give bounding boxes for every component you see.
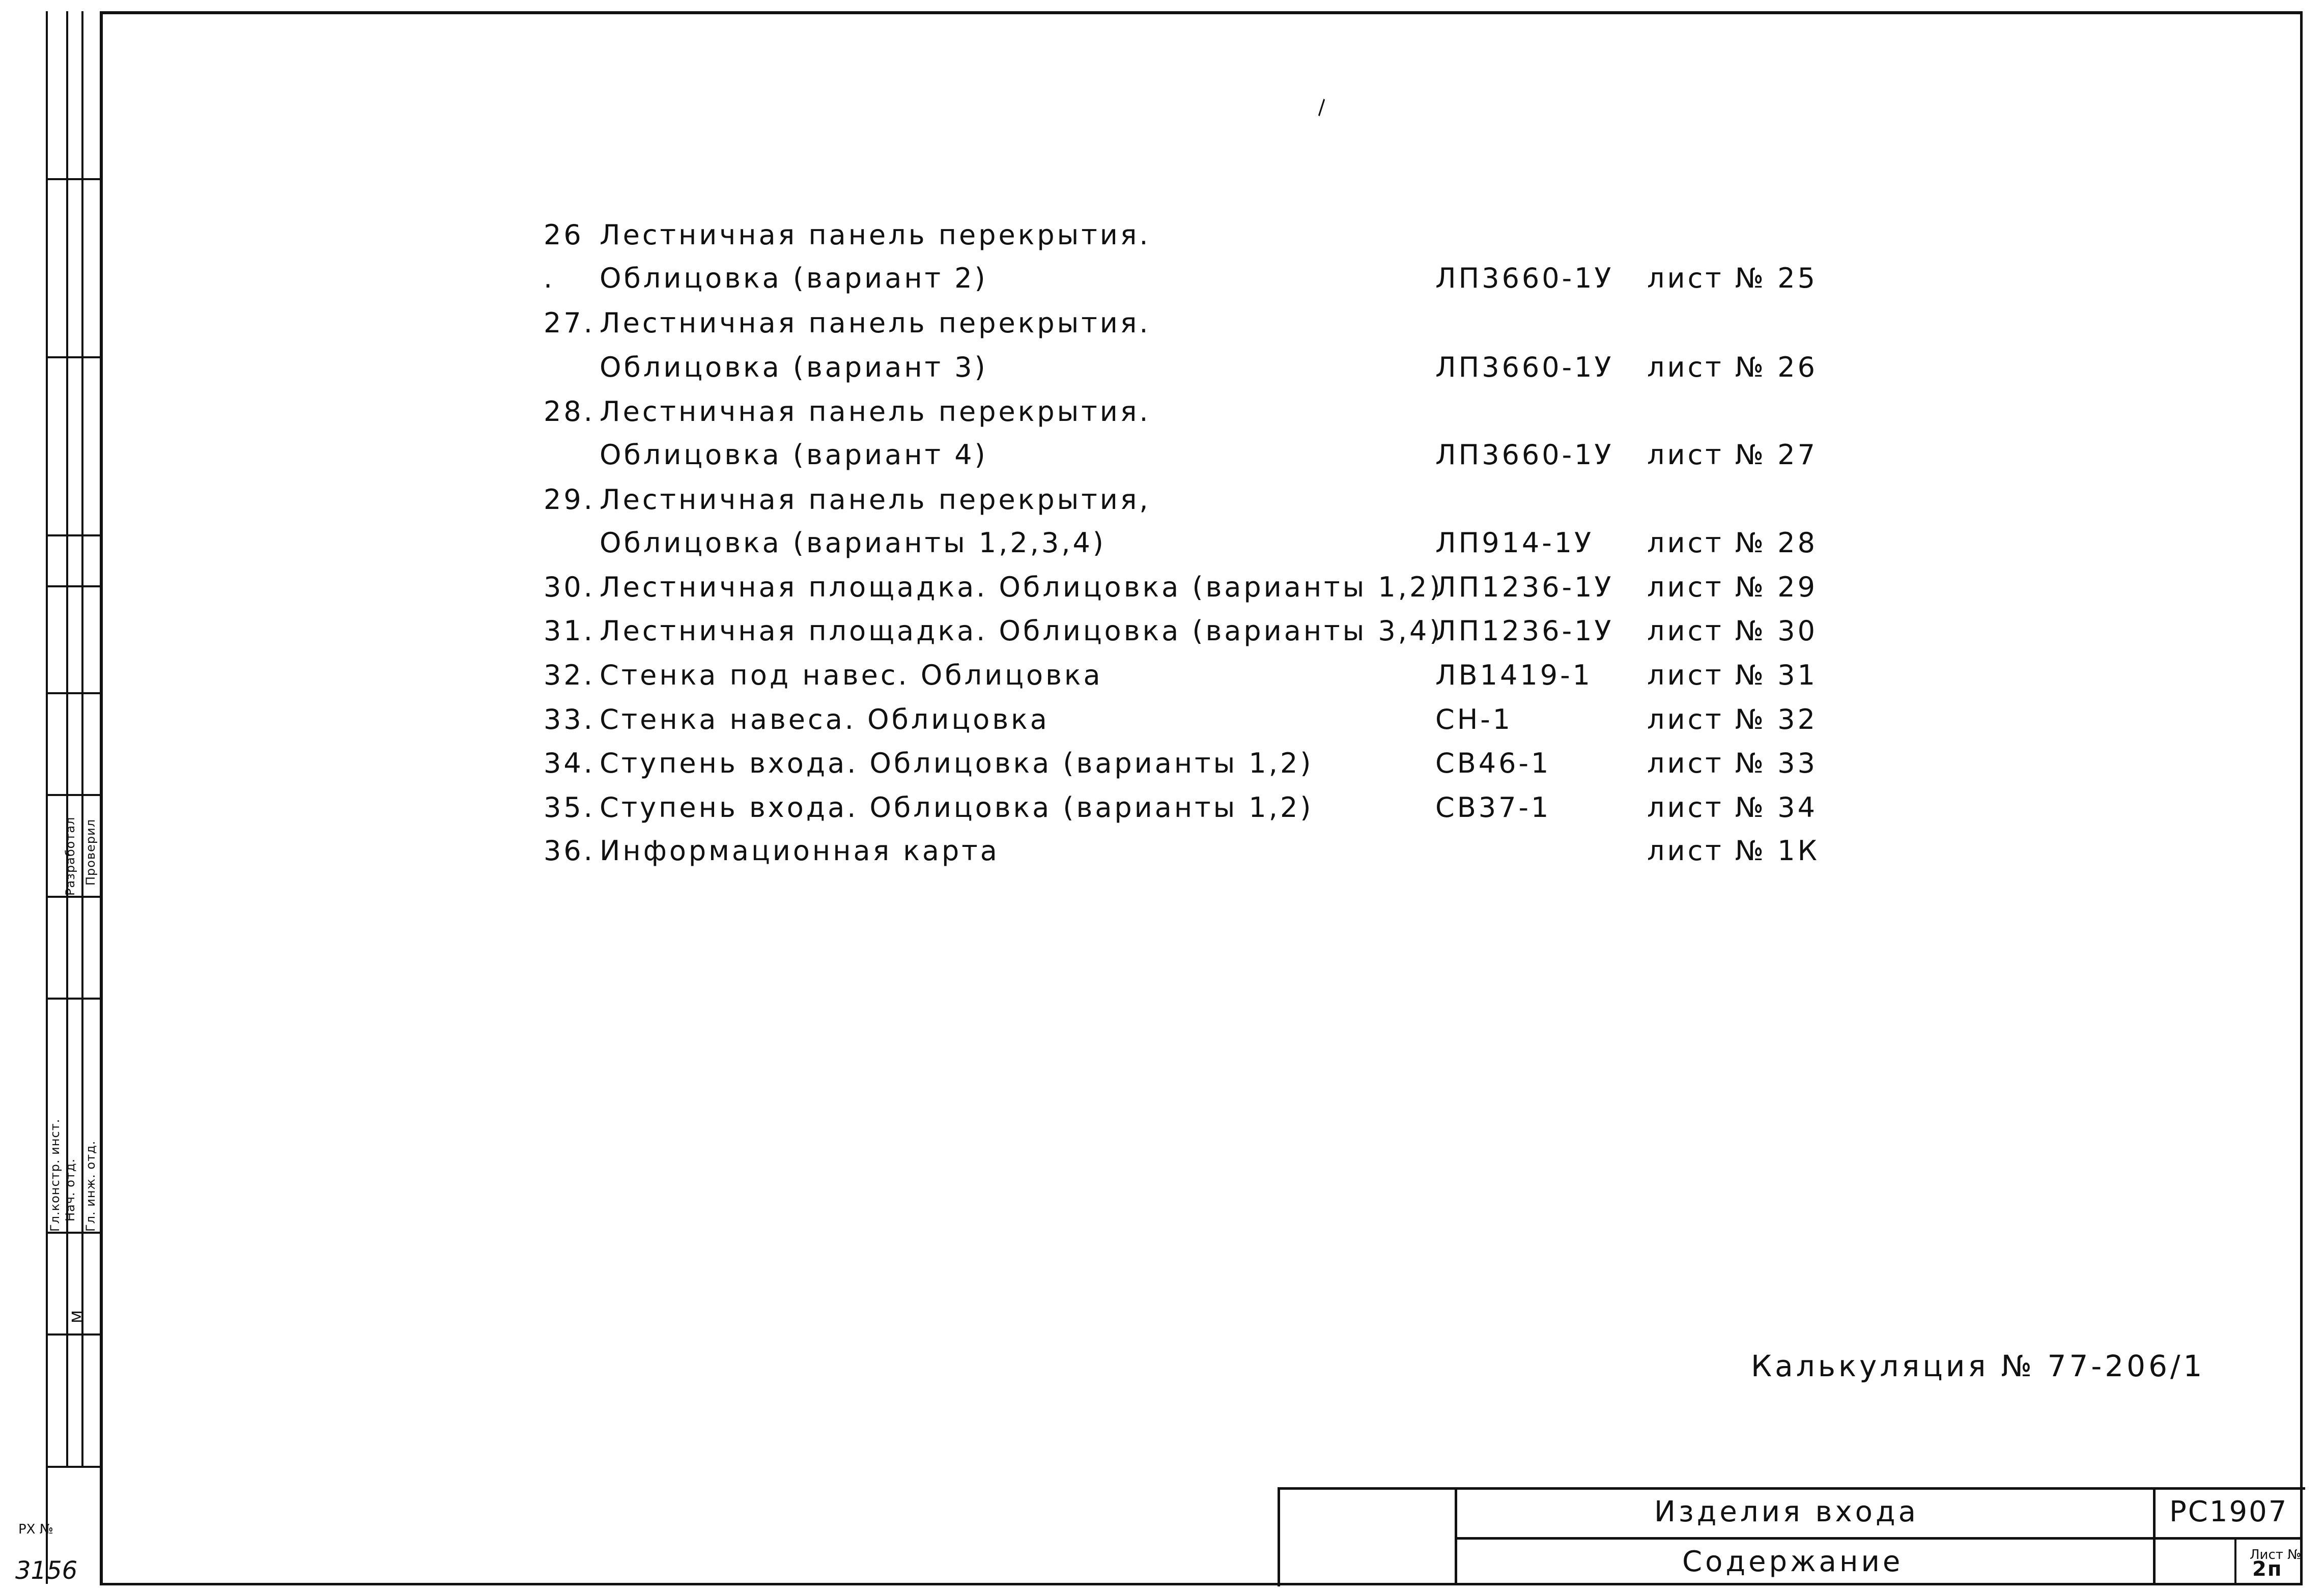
item-title: Информационная карта (600, 835, 1000, 867)
item-number: 27. (544, 307, 595, 339)
item-title: Лестничная площадка. Облицовка (варианты 3,4) (600, 615, 1443, 647)
item-sheet: лист № 25 (1647, 262, 1818, 294)
item-sheet: лист № 34 (1647, 791, 1818, 824)
chief-constructor-label: Гл.констр. инст. (48, 1118, 62, 1232)
item-sheet: лист № 27 (1647, 439, 1818, 471)
item-sheet: лист № 1К (1647, 835, 1820, 867)
item-code: ЛВ1419-1 (1435, 659, 1593, 691)
calculation-reference: Калькуляция № 77-206/1 (1751, 1349, 2205, 1383)
item-number: 33. (544, 703, 595, 735)
inv-number: 3156 (15, 1556, 78, 1585)
item-code: ЛП1236-1У (1435, 571, 1614, 603)
item-code: ЛП3660-1У (1435, 262, 1614, 294)
item-code: СВ37-1 (1435, 791, 1551, 824)
item-sheet: лист № 28 (1647, 527, 1818, 559)
margin-line-2 (66, 11, 68, 1467)
item-title: Лестничная панель перекрытия. (600, 307, 1151, 339)
item-title: Лестничная панель перекрытия. (600, 219, 1151, 251)
item-title: Стенка под навес. Облицовка (600, 659, 1103, 691)
item-sheet: лист № 26 (1647, 351, 1818, 383)
item-sheet: лист № 32 (1647, 703, 1818, 735)
margin-line-3 (81, 11, 83, 1467)
margin-tick (46, 585, 100, 587)
sheet-number: 2п (2252, 1557, 2283, 1581)
item-code: ЛП1236-1У (1435, 615, 1614, 647)
item-number: 34. (544, 747, 595, 779)
margin-tick (46, 178, 100, 180)
title-block-divider (2234, 1537, 2236, 1584)
section-name: Содержание (1682, 1545, 1904, 1578)
margin-tick (46, 1466, 100, 1468)
sheet-label: Лист № (2250, 1547, 2302, 1563)
item-subtitle: Облицовка (вариант 4) (600, 439, 988, 471)
item-sheet: лист № 31 (1647, 659, 1818, 691)
item-sheet: лист № 29 (1647, 571, 1818, 603)
item-number: 31. (544, 615, 595, 647)
item-code: СН-1 (1435, 703, 1513, 735)
item-code: ЛП3660-1У (1435, 439, 1614, 471)
margin-tick (46, 692, 100, 694)
item-sheet: лист № 33 (1647, 747, 1818, 779)
margin-tick (46, 998, 100, 1000)
title-block-divider (2153, 1487, 2156, 1584)
product-name: Изделия входа (1654, 1495, 1919, 1528)
margin-tick (46, 1333, 100, 1336)
item-title: Ступень входа. Облицовка (варианты 1,2) (600, 747, 1314, 779)
margin-tick (46, 356, 100, 358)
stray-mark: \ (1312, 96, 1331, 119)
title-block-divider (1455, 1537, 2303, 1540)
item-number: 30. (544, 571, 595, 603)
item-title: Лестничная площадка. Облицовка (варианты 1,2) (600, 571, 1443, 603)
margin-tick (46, 794, 100, 796)
margin-tick (46, 534, 100, 536)
item-code: СВ46-1 (1435, 747, 1551, 779)
margin-tick (46, 896, 100, 898)
item-subtitle: Облицовка (вариант 2) (600, 262, 988, 294)
item-number: 35. (544, 791, 595, 824)
item-title: Лестничная панель перекрытия, (600, 484, 1151, 516)
item-sheet: лист № 30 (1647, 615, 1818, 647)
item-bullet: . (544, 262, 555, 294)
chief-engineer-label: Гл. инж. отд. (83, 1140, 98, 1232)
item-subtitle: Облицовка (варианты 1,2,3,4) (600, 527, 1106, 559)
checked-label: Проверил (83, 818, 98, 886)
item-title: Стенка навеса. Облицовка (600, 703, 1050, 735)
m-mark: М (69, 1310, 87, 1323)
item-number: 32. (544, 659, 595, 691)
inv-label: РХ № (18, 1522, 53, 1537)
item-number: 29. (544, 484, 595, 516)
item-number: 28. (544, 395, 595, 428)
item-subtitle: Облицовка (вариант 3) (600, 351, 988, 383)
item-number: 26 (544, 219, 584, 251)
item-title: Ступень входа. Облицовка (варианты 1,2) (600, 791, 1314, 824)
developed-label: Разработал (63, 816, 77, 896)
margin-tick (46, 1232, 100, 1234)
item-code: ЛП914-1У (1435, 527, 1594, 559)
margin-line-1 (46, 11, 48, 1584)
item-number: 36. (544, 835, 595, 867)
item-code: ЛП3660-1У (1435, 351, 1614, 383)
series-code: РС1907 (2169, 1495, 2288, 1528)
title-block-divider (1455, 1487, 1457, 1584)
item-title: Лестничная панель перекрытия. (600, 395, 1151, 428)
head-dept-label: Нач. отд. (63, 1158, 77, 1222)
